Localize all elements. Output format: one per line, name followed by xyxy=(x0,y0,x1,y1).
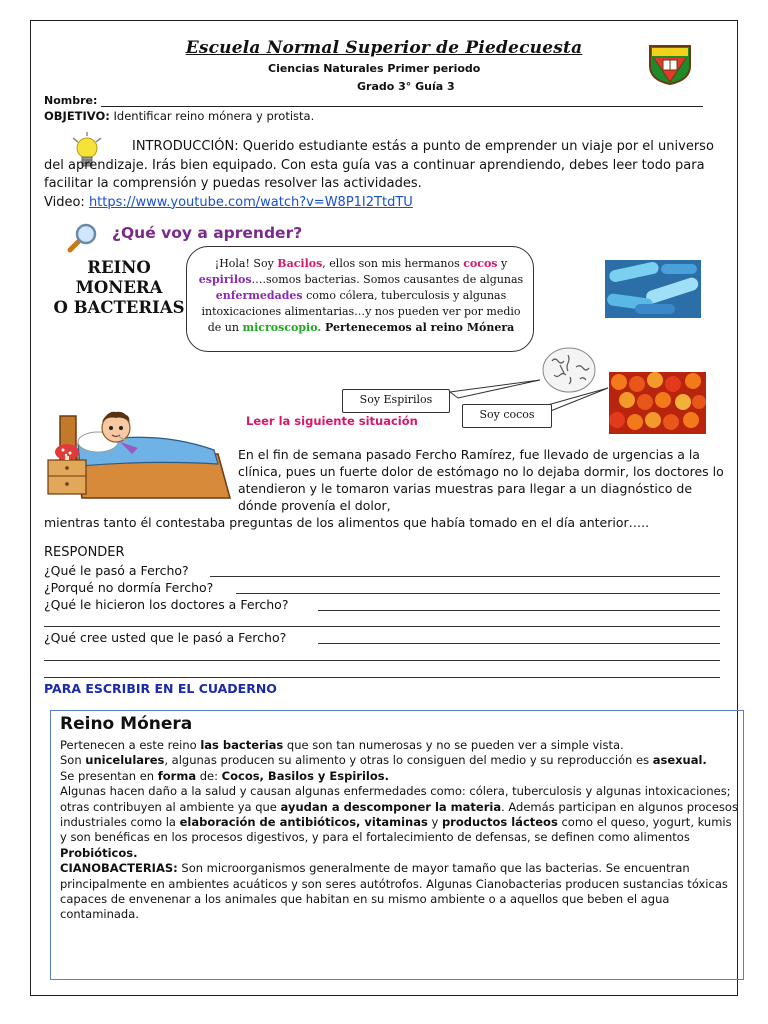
reino-monera-title: REINO MONERA O BACTERIAS xyxy=(53,258,185,317)
notebook-p1: Pertenecen a este reino las bacterias que son tan numerosas y no se pueden ver a simple vista. xyxy=(60,738,624,752)
question-3: ¿Qué le hicieron los doctores a Fercho? xyxy=(44,597,289,612)
cocci-image xyxy=(609,372,706,434)
answer-3-extra-line[interactable] xyxy=(44,626,720,627)
objetivo xyxy=(44,109,314,123)
answer-3-field[interactable] xyxy=(318,610,720,611)
situation-text-indented: En el fin de semana pasado Fercho Ramírez, fue llevado de urgencias a la clínica, pues un fuerte dolor de estómago no lo dejaba dormir, los doctores lo atendieron y le tomaron varias muestras para llegar a un diagnóstico de dónde provenía el dolor, xyxy=(238,447,724,513)
question-4: ¿Qué cree usted que le pasó a Fercho? xyxy=(44,630,287,645)
situation-paragraph xyxy=(44,446,734,531)
bacilli-image xyxy=(605,260,701,318)
notebook-heading: PARA ESCRIBIR EN EL CUADERNO xyxy=(44,681,277,696)
question-1: ¿Qué le pasó a Fercho? xyxy=(44,563,189,578)
answer-4-field[interactable] xyxy=(318,643,720,644)
notebook-p5: CIANOBACTERIAS: Son microorganismos generalmente de mayor tamaño que las bacterias. Se encuentran principalmente en ambientes acuáticos y son seres autótrofos. Algunas Cianobacterias producen sustancias tóxicas capaces de envenenar a los animales que habitan en su mismo ambiente o a aquellos que beben el agua contaminada. xyxy=(60,861,728,922)
school-name: Escuela Normal Superior de Piedecuesta xyxy=(185,38,583,58)
introduction-paragraph xyxy=(44,138,724,212)
espirilos-callout: Soy Espirilos xyxy=(342,389,450,413)
answer-4-extra-line-2[interactable] xyxy=(44,677,720,678)
intro-text: Querido estudiante estás a punto de emprender un viaje por el universo del aprendizaje. Irás bien equipado. Con esta guía vas a continuar aprendiendo, debes leer todo para facilitar la comprensión y puedas resolver las actividades. xyxy=(44,139,714,191)
cocos-callout: Soy cocos xyxy=(462,404,552,428)
responder-heading: RESPONDER xyxy=(44,545,125,560)
notebook-p3: Se presentan en forma de: Cocos, Basilos y Espirilos. xyxy=(60,768,389,783)
situation-text-last: mientras tanto él contestaba preguntas de los alimentos que había tomado en el día anterior….. xyxy=(44,515,650,530)
learn-heading: ¿Qué voy a aprender? xyxy=(112,224,303,242)
notebook-p4: Algunas hacen daño a la salud y causan algunas enfermedades como: cólera, tuberculosis y algunas intoxicaciones; otras contribuyen al ambiente ya que ayudan a descomponer la materia. Además participan en algunos procesos industriales como la elaboración de antibióticos, vitaminas y productos lácteos como el queso, yogurt, kumis y son benéficas en los procesos digestivos, y para el fortalecimiento de defensas, se definen como alimentos Probióticos. xyxy=(60,784,738,860)
objetivo-text: Identificar reino mónera y protista. xyxy=(109,109,315,123)
grade-line: Grado 3° Guía 3 xyxy=(357,80,455,93)
notebook-p2: Son unicelulares, algunas producen su alimento y otras lo consiguen del medio y su reproducción es asexual. xyxy=(60,753,707,768)
answer-4-extra-line-1[interactable] xyxy=(44,660,720,661)
video-label: Video: xyxy=(44,194,89,210)
situation-heading: Leer la siguiente situación xyxy=(246,414,418,428)
answer-2-field[interactable] xyxy=(236,593,720,594)
question-2: ¿Porqué no dormía Fercho? xyxy=(44,580,214,595)
notebook-title: Reino Mónera xyxy=(60,714,193,734)
notebook-text xyxy=(60,738,740,923)
speech-bubble-text: ¡Hola! Soy Bacilos, ellos son mis hermanos cocos y espirilos….somos bacterias. Somos causantes de algunas enfermedades como cólera, tuberculosis y algunas intoxicaciones alimentarias…y nos pueden ver por medio de un microscopio. Pertenecemos al reino Mónera xyxy=(198,257,524,334)
intro-label: INTRODUCCIÓN: xyxy=(132,139,239,154)
objetivo-label: OBJETIVO: xyxy=(44,109,110,123)
nombre-label: Nombre: xyxy=(44,94,98,107)
video-link[interactable]: https://www.youtube.com/watch?v=W8P1I2TtdTU xyxy=(88,194,413,210)
magnifier-icon xyxy=(64,222,100,254)
school-shield-logo xyxy=(646,42,694,86)
subject-line: Ciencias Naturales Primer periodo xyxy=(268,62,481,75)
nombre-field[interactable] xyxy=(101,106,703,107)
answer-1-field[interactable] xyxy=(210,576,720,577)
